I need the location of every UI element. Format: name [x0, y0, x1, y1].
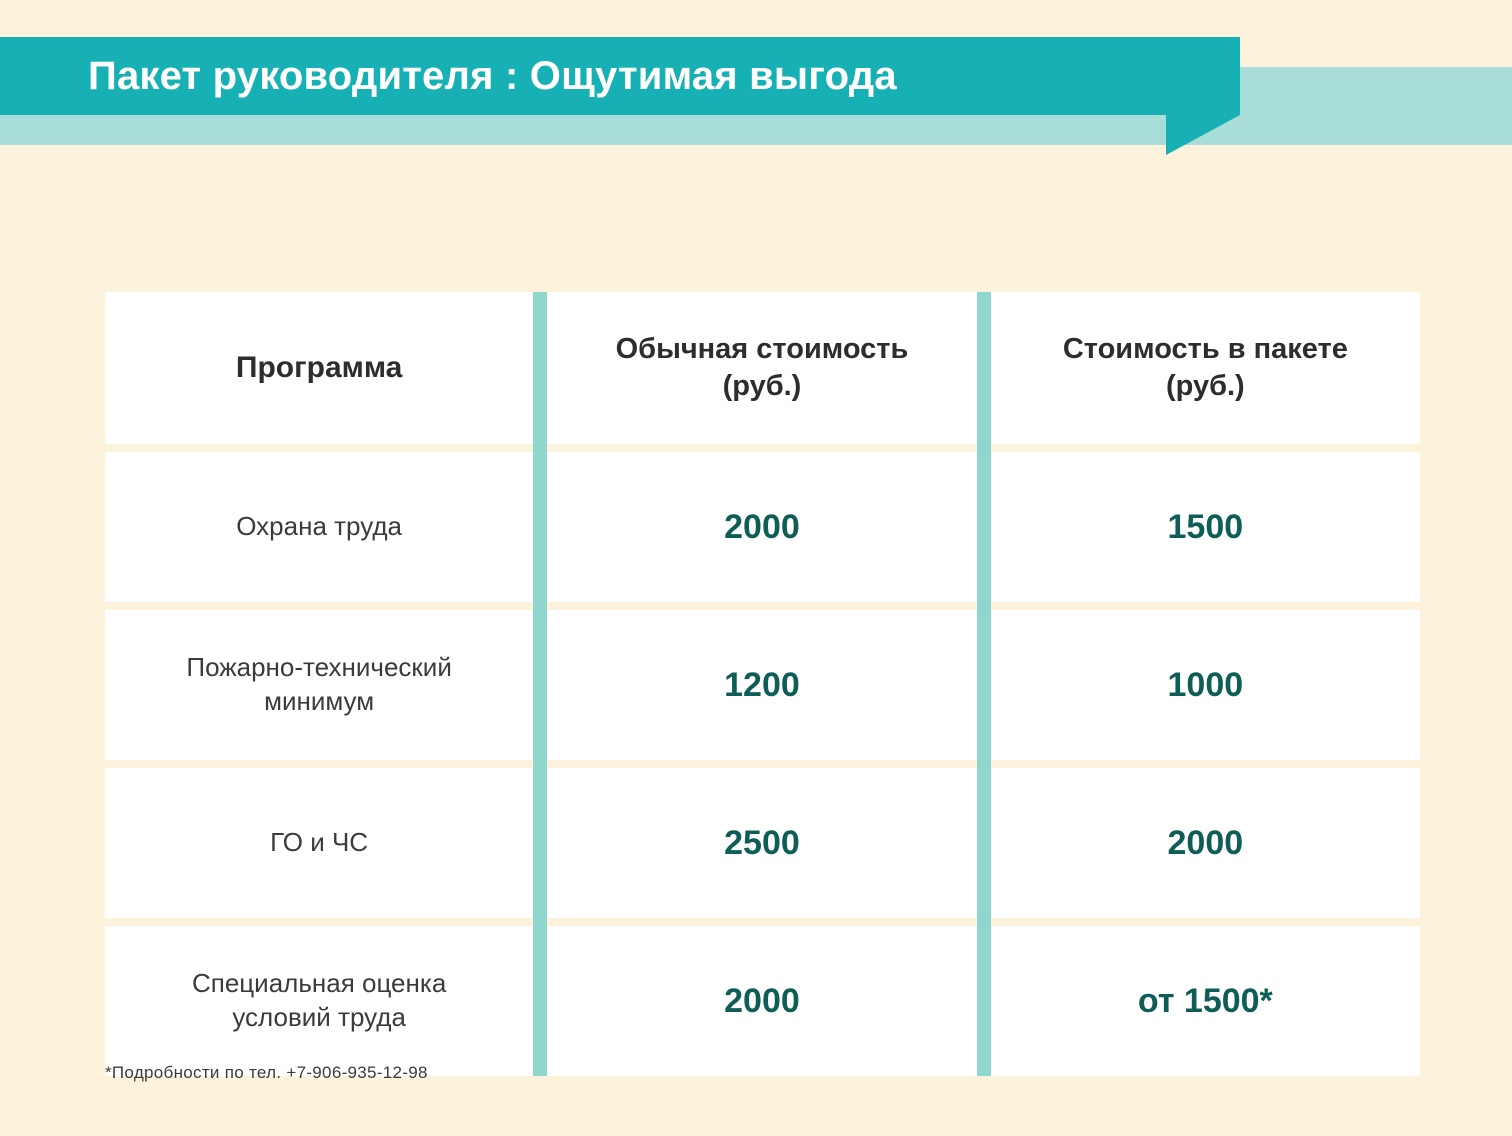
cell-regular-price: 2000: [547, 926, 976, 1076]
column-separator: [533, 768, 547, 918]
pricing-table: [105, 292, 1420, 1076]
column-header-regular-price-line2: (руб.): [722, 370, 802, 402]
table-row: [105, 452, 1420, 602]
cell-package-price: 2000: [991, 768, 1420, 918]
page-title: Пакет руководителя : Ощутимая выгода: [88, 54, 897, 98]
row-gap-cell: [991, 602, 1420, 610]
cell-package-price: 1000: [991, 610, 1420, 760]
column-separator: [533, 610, 547, 760]
row-gap: [105, 918, 1420, 926]
row-gap-cell: [547, 602, 976, 610]
table-row: [105, 768, 1420, 918]
column-header-package-price: [991, 292, 1420, 444]
column-separator: [977, 768, 991, 918]
program-name-line1: ГО и ЧС: [270, 827, 369, 858]
row-gap-cell: [105, 444, 533, 452]
row-gap: [105, 444, 1420, 452]
column-separator: [533, 926, 547, 1076]
program-name-line2: условий труда: [232, 1002, 406, 1032]
column-separator: [533, 760, 547, 768]
column-header-package-price-line2: (руб.): [1165, 370, 1245, 402]
cell-regular-price: 2000: [547, 452, 976, 602]
row-gap-cell: [547, 444, 976, 452]
cell-regular-price: 1200: [547, 610, 976, 760]
table-header-row: [105, 292, 1420, 444]
column-separator: [533, 918, 547, 926]
table-row: [105, 610, 1420, 760]
column-separator: [977, 444, 991, 452]
table-row: [105, 926, 1420, 1076]
column-separator: [533, 452, 547, 602]
row-gap-cell: [991, 444, 1420, 452]
row-gap-cell: [547, 760, 976, 768]
column-separator: [977, 760, 991, 768]
program-name-line1: Специальная оценка: [191, 968, 447, 999]
cell-program-name: [105, 926, 533, 1076]
column-separator: [533, 292, 547, 444]
footnote: *Подробности по тел. +7-906-935-12-98: [105, 1063, 428, 1082]
column-separator: [977, 452, 991, 602]
banner-notch: [1166, 115, 1240, 155]
row-gap-cell: [105, 602, 533, 610]
row-gap-cell: [105, 760, 533, 768]
row-gap-cell: [991, 918, 1420, 926]
cell-regular-price: 2500: [547, 768, 976, 918]
column-separator: [977, 292, 991, 444]
cell-package-price: от 1500*: [991, 926, 1420, 1076]
program-name-line1: Пожарно-технический: [186, 652, 452, 683]
cell-program-name: [105, 452, 533, 602]
row-gap-cell: [547, 918, 976, 926]
column-header-regular-price-line1: Обычная стоимость: [615, 332, 909, 365]
column-separator: [977, 610, 991, 760]
row-gap: [105, 602, 1420, 610]
row-gap-cell: [991, 760, 1420, 768]
cell-package-price: 1500: [991, 452, 1420, 602]
column-separator: [533, 602, 547, 610]
row-gap: [105, 760, 1420, 768]
row-gap-cell: [105, 918, 533, 926]
column-header-package-price-line1: Стоимость в пакете: [1062, 332, 1348, 365]
column-separator: [533, 444, 547, 452]
header-banner: [0, 37, 1512, 157]
column-separator: [977, 602, 991, 610]
column-separator: [977, 926, 991, 1076]
cell-program-name: [105, 610, 533, 760]
program-name-line2: минимум: [264, 686, 375, 716]
column-header-program: Программа: [105, 292, 533, 444]
cell-program-name: [105, 768, 533, 918]
column-header-regular-price: [547, 292, 976, 444]
program-name-line1: Охрана труда: [236, 511, 402, 542]
column-separator: [977, 918, 991, 926]
